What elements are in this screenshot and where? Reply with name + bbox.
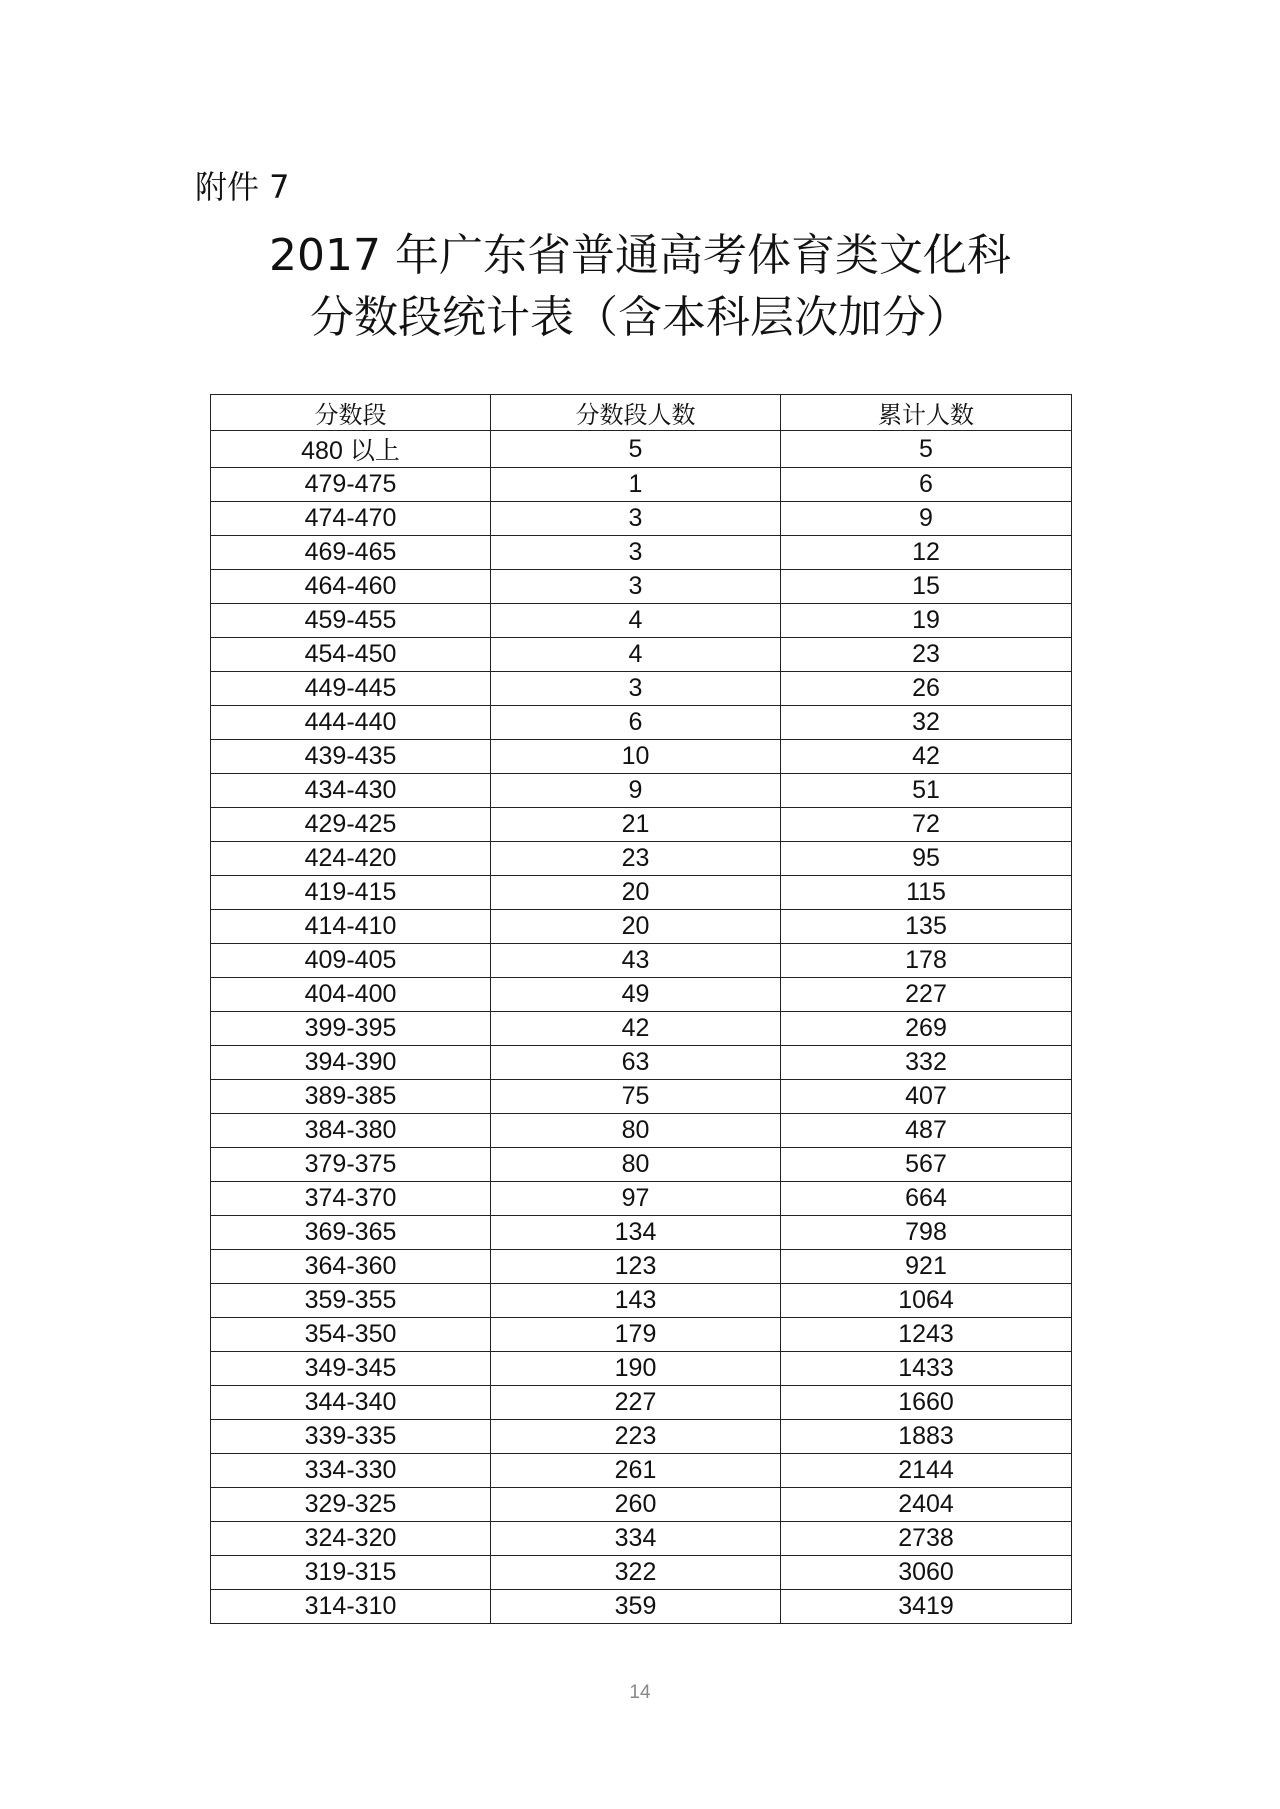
score-range-cell: 419-415 [211,876,491,910]
score-range-cell: 339-335 [211,1420,491,1454]
table-row [211,1114,1072,1148]
table-body [211,431,1072,1624]
cumulative-count-cell: 269 [781,1012,1072,1046]
cumulative-count-cell: 9 [781,502,1072,536]
count-cell: 3 [491,536,781,570]
score-range-cell: 409-405 [211,944,491,978]
cumulative-count-cell: 3419 [781,1590,1072,1624]
table-header-row [211,395,1072,431]
score-range-cell: 319-315 [211,1556,491,1590]
score-range-cell: 349-345 [211,1352,491,1386]
table-row [211,944,1072,978]
table-row [211,876,1072,910]
table-row [211,672,1072,706]
cumulative-count-cell: 178 [781,944,1072,978]
cumulative-count-cell: 6 [781,468,1072,502]
cumulative-count-cell: 921 [781,1250,1072,1284]
table-header [211,395,1072,431]
table-row [211,1216,1072,1250]
cumulative-count-cell: 5 [781,431,1072,468]
count-cell: 97 [491,1182,781,1216]
cumulative-count-cell: 3060 [781,1556,1072,1590]
count-cell: 63 [491,1046,781,1080]
document-title-line-2: 分数段统计表（含本科层次加分） [310,292,970,343]
header-cumulative: 累计人数 [781,395,1072,431]
cumulative-count-cell: 1433 [781,1352,1072,1386]
score-range-cell: 474-470 [211,502,491,536]
cumulative-count-cell: 12 [781,536,1072,570]
score-range-cell: 359-355 [211,1284,491,1318]
table-row [211,808,1072,842]
cumulative-count-cell: 72 [781,808,1072,842]
cumulative-count-cell: 115 [781,876,1072,910]
cumulative-count-cell: 1883 [781,1420,1072,1454]
cumulative-count-cell: 15 [781,570,1072,604]
cumulative-count-cell: 1660 [781,1386,1072,1420]
header-count: 分数段人数 [491,395,781,431]
count-cell: 322 [491,1556,781,1590]
count-cell: 227 [491,1386,781,1420]
table-row [211,1182,1072,1216]
count-cell: 143 [491,1284,781,1318]
cumulative-count-cell: 23 [781,638,1072,672]
score-range-cell: 479-475 [211,468,491,502]
count-cell: 4 [491,604,781,638]
table-row [211,1352,1072,1386]
attachment-label: 附件 7 [195,168,290,206]
cumulative-count-cell: 32 [781,706,1072,740]
table-row [211,604,1072,638]
score-range-cell: 369-365 [211,1216,491,1250]
table-row [211,842,1072,876]
count-cell: 3 [491,502,781,536]
score-range-cell: 334-330 [211,1454,491,1488]
count-cell: 75 [491,1080,781,1114]
cumulative-count-cell: 51 [781,774,1072,808]
table-row [211,1012,1072,1046]
count-cell: 80 [491,1148,781,1182]
cumulative-count-cell: 332 [781,1046,1072,1080]
cumulative-count-cell: 227 [781,978,1072,1012]
count-cell: 179 [491,1318,781,1352]
score-range-cell: 459-455 [211,604,491,638]
cumulative-count-cell: 1064 [781,1284,1072,1318]
count-cell: 80 [491,1114,781,1148]
cumulative-count-cell: 42 [781,740,1072,774]
cumulative-count-cell: 19 [781,604,1072,638]
table-row [211,706,1072,740]
score-range-cell: 424-420 [211,842,491,876]
table-row [211,502,1072,536]
count-cell: 23 [491,842,781,876]
score-range-cell: 454-450 [211,638,491,672]
score-range-cell: 354-350 [211,1318,491,1352]
cumulative-count-cell: 2738 [781,1522,1072,1556]
cumulative-count-cell: 26 [781,672,1072,706]
document-title-line-1: 2017 年广东省普通高考体育类文化科 [269,230,1011,281]
table-row [211,1148,1072,1182]
score-range-cell: 444-440 [211,706,491,740]
cumulative-count-cell: 2404 [781,1488,1072,1522]
cumulative-count-cell: 664 [781,1182,1072,1216]
count-cell: 3 [491,672,781,706]
score-range-cell: 399-395 [211,1012,491,1046]
count-cell: 5 [491,431,781,468]
table-row [211,978,1072,1012]
cumulative-count-cell: 567 [781,1148,1072,1182]
table-row [211,638,1072,672]
table-row [211,1488,1072,1522]
score-range-cell: 480 以上 [211,431,491,468]
count-cell: 43 [491,944,781,978]
table-row [211,1556,1072,1590]
table-row [211,1080,1072,1114]
count-cell: 223 [491,1420,781,1454]
page-number: 14 [629,1682,651,1703]
score-range-cell: 329-325 [211,1488,491,1522]
cumulative-count-cell: 487 [781,1114,1072,1148]
cumulative-count-cell: 95 [781,842,1072,876]
table-row [211,1420,1072,1454]
count-cell: 49 [491,978,781,1012]
score-range-cell: 364-360 [211,1250,491,1284]
score-range-cell: 384-380 [211,1114,491,1148]
table-row [211,1386,1072,1420]
score-range-cell: 434-430 [211,774,491,808]
count-cell: 4 [491,638,781,672]
count-cell: 260 [491,1488,781,1522]
score-range-cell: 379-375 [211,1148,491,1182]
table-row [211,1590,1072,1624]
score-range-cell: 464-460 [211,570,491,604]
table-row [211,1522,1072,1556]
count-cell: 9 [491,774,781,808]
score-range-cell: 439-435 [211,740,491,774]
cumulative-count-cell: 135 [781,910,1072,944]
score-distribution-table [210,394,1072,1624]
table-row [211,740,1072,774]
count-cell: 42 [491,1012,781,1046]
count-cell: 134 [491,1216,781,1250]
score-range-cell: 429-425 [211,808,491,842]
table-row [211,431,1072,468]
count-cell: 20 [491,910,781,944]
table-row [211,570,1072,604]
count-cell: 190 [491,1352,781,1386]
header-score-range: 分数段 [211,395,491,431]
table-row [211,536,1072,570]
score-range-cell: 394-390 [211,1046,491,1080]
score-range-cell: 389-385 [211,1080,491,1114]
table-row [211,774,1072,808]
count-cell: 21 [491,808,781,842]
count-cell: 3 [491,570,781,604]
cumulative-count-cell: 798 [781,1216,1072,1250]
table-row [211,910,1072,944]
count-cell: 261 [491,1454,781,1488]
table-row [211,1454,1072,1488]
cumulative-count-cell: 1243 [781,1318,1072,1352]
score-range-cell: 449-445 [211,672,491,706]
table-row [211,1284,1072,1318]
count-cell: 20 [491,876,781,910]
score-range-cell: 324-320 [211,1522,491,1556]
score-range-cell: 344-340 [211,1386,491,1420]
score-range-cell: 404-400 [211,978,491,1012]
cumulative-count-cell: 2144 [781,1454,1072,1488]
score-range-cell: 314-310 [211,1590,491,1624]
table-row [211,1046,1072,1080]
count-cell: 6 [491,706,781,740]
count-cell: 1 [491,468,781,502]
table-row [211,1318,1072,1352]
score-range-cell: 469-465 [211,536,491,570]
count-cell: 359 [491,1590,781,1624]
cumulative-count-cell: 407 [781,1080,1072,1114]
count-cell: 10 [491,740,781,774]
table-row [211,468,1072,502]
score-range-cell: 414-410 [211,910,491,944]
count-cell: 123 [491,1250,781,1284]
table-row [211,1250,1072,1284]
score-range-cell: 374-370 [211,1182,491,1216]
count-cell: 334 [491,1522,781,1556]
